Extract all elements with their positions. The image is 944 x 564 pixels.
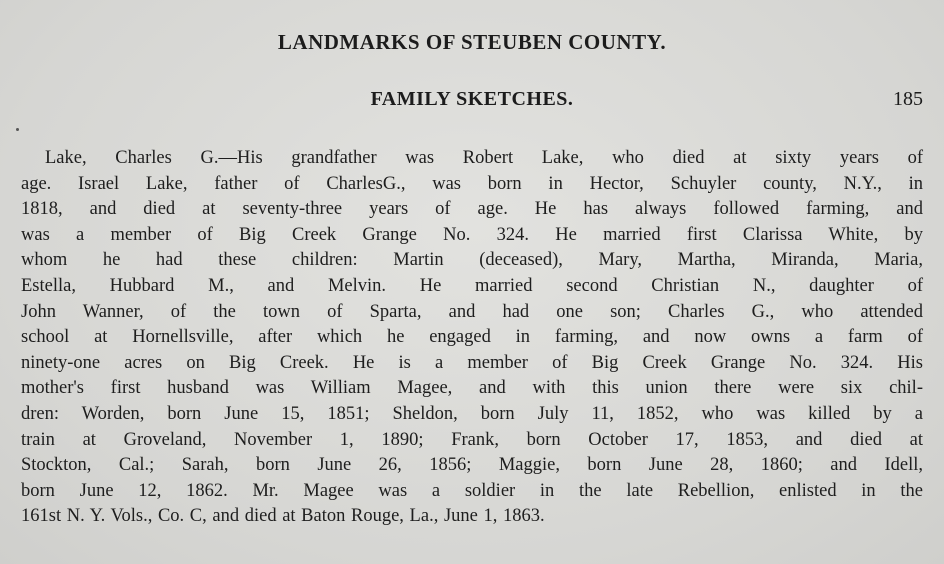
text-line: was a member of Big Creek Grange No. 324. He married first Clarissa White, by <box>21 224 923 245</box>
text-line: dren: Worden, born June 15, 1851; Sheldon, born July 11, 1852, who was killed by a <box>21 403 923 424</box>
page-number: 185 <box>893 88 923 110</box>
section-title: FAMILY SKETCHES. <box>370 88 574 110</box>
text-line: school at Hornellsville, after which he engaged in farming, and now owns a farm of <box>21 327 923 348</box>
text-line: born June 12, 1862. Mr. Magee was a soldier in the late Rebellion, enlisted in the <box>21 480 923 501</box>
text-line: age. Israel Lake, father of CharlesG., was born in Hector, Schuyler county, N.Y., in <box>21 173 923 194</box>
text-line: whom he had these children: Martin (deceased), Mary, Martha, Miranda, Maria, <box>21 250 923 271</box>
text-line: 1818, and died at seventy-three years of age. He has always followed farming, and <box>21 199 923 220</box>
text-line: ninety-one acres on Big Creek. He is a member of Big Creek Grange No. 324. His <box>21 352 923 373</box>
text-line: John Wanner, of the town of Sparta, and had one son; Charles G., who attended <box>21 301 923 322</box>
text-line: Estella, Hubbard M., and Melvin. He married second Christian N., daughter of <box>21 275 923 296</box>
family-sketch-paragraph <box>21 146 923 530</box>
text-line: mother's first husband was William Magee, and with this union there were six chil- <box>21 378 923 399</box>
running-head: LANDMARKS OF STEUBEN COUNTY. <box>277 30 667 54</box>
ink-speck <box>16 128 19 131</box>
text-line: Stockton, Cal.; Sarah, born June 26, 1856; Maggie, born June 28, 1860; and Idell, <box>21 455 923 476</box>
text-line: train at Groveland, November 1, 1890; Frank, born October 17, 1853, and died at <box>21 429 923 450</box>
text-line: 161st N. Y. Vols., Co. C, and died at Baton Rouge, La., June 1, 1863. <box>21 506 545 527</box>
text-line: Lake, Charles G.—His grandfather was Robert Lake, who died at sixty years of <box>45 148 923 168</box>
